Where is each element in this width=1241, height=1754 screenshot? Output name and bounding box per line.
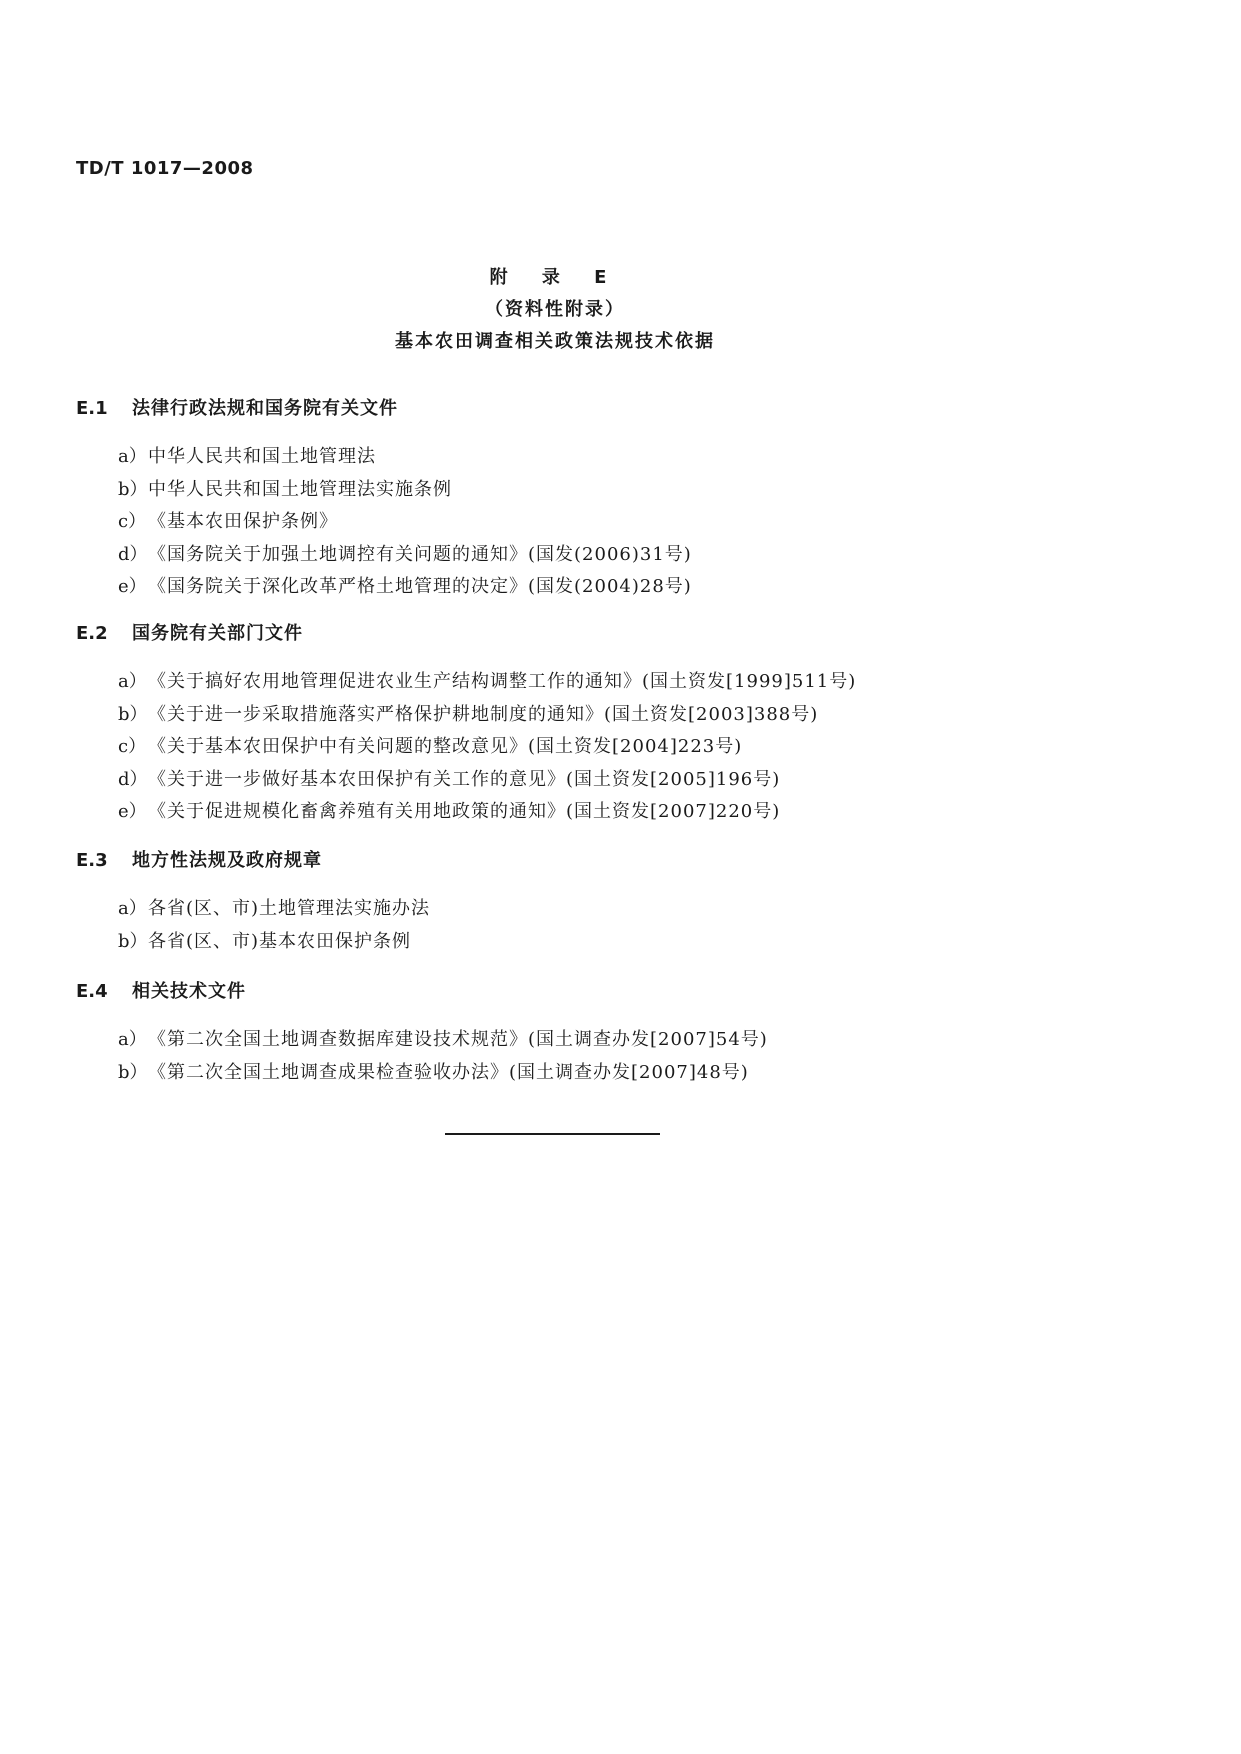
section-title: 地方性法规及政府规章: [132, 850, 322, 871]
section-heading: [76, 976, 1156, 1008]
item-text: 《基本农田保护条例》: [148, 511, 338, 532]
appendix-title-block: [0, 262, 1110, 358]
list-item: [118, 666, 1156, 699]
item-text: 《关于促进规模化畜禽养殖有关用地政策的通知》(国土资发[2007]220号): [148, 801, 781, 822]
section-e2: [76, 618, 1156, 829]
section-title: 法律行政法规和国务院有关文件: [132, 398, 398, 419]
list-item: [118, 731, 1156, 764]
section-number: E.3: [76, 850, 108, 871]
section-heading: [76, 845, 1156, 877]
section-title: 国务院有关部门文件: [132, 623, 303, 644]
section-e4: [76, 976, 1156, 1089]
appendix-title: 基本农田调查相关政策法规技术依据: [395, 331, 715, 352]
list-item: [118, 474, 1156, 507]
item-list: [76, 666, 1156, 829]
item-text: 《关于搞好农用地管理促进农业生产结构调整工作的通知》(国土资发[1999]511号): [148, 671, 857, 692]
item-marker: e）: [118, 801, 147, 822]
standard-code: TD/T 1017—2008: [76, 158, 254, 179]
end-rule: [445, 1133, 660, 1135]
list-item: [118, 893, 1156, 926]
section-heading: [76, 393, 1156, 425]
item-marker: a）: [118, 671, 147, 692]
item-list: [76, 441, 1156, 604]
list-item: [118, 571, 1156, 604]
item-text: 《第二次全国土地调查数据库建设技术规范》(国土调查办发[2007]54号): [148, 1029, 768, 1050]
list-item: [118, 1057, 1156, 1090]
list-item: [118, 796, 1156, 829]
item-text: 中华人民共和国土地管理法: [148, 446, 376, 467]
item-marker: b）: [118, 703, 148, 725]
item-marker: a）: [118, 446, 147, 467]
item-text: 《关于基本农田保护中有关问题的整改意见》(国土资发[2004]223号): [148, 736, 743, 757]
appendix-type: （资料性附录）: [485, 299, 625, 320]
item-marker: e）: [118, 576, 147, 597]
item-text: 《国务院关于深化改革严格土地管理的决定》(国发(2004)28号): [148, 576, 692, 597]
item-marker: d）: [118, 768, 148, 790]
item-list: [76, 893, 1156, 958]
item-list: [76, 1024, 1156, 1089]
item-marker: a）: [118, 898, 147, 919]
section-heading: [76, 618, 1156, 650]
section-number: E.4: [76, 981, 108, 1002]
item-marker: b）: [118, 1061, 148, 1083]
item-text: 各省(区、市)土地管理法实施办法: [148, 898, 431, 919]
item-text: 《关于进一步采取措施落实严格保护耕地制度的通知》(国土资发[2003]388号): [148, 703, 819, 725]
list-item: [118, 539, 1156, 572]
item-text: 中华人民共和国土地管理法实施条例: [148, 478, 452, 500]
item-text: 《关于进一步做好基本农田保护有关工作的意见》(国土资发[2005]196号): [148, 768, 781, 790]
item-marker: b）: [118, 930, 148, 952]
list-item: [118, 764, 1156, 797]
list-item: [118, 699, 1156, 732]
item-marker: c）: [118, 511, 147, 532]
item-text: 《国务院关于加强土地调控有关问题的通知》(国发(2006)31号): [148, 543, 692, 565]
list-item: [118, 926, 1156, 959]
list-item: [118, 506, 1156, 539]
appendix-label: 附 录 E: [489, 267, 621, 288]
section-e3: [76, 845, 1156, 958]
item-marker: a）: [118, 1029, 147, 1050]
item-text: 《第二次全国土地调查成果检查验收办法》(国土调查办发[2007]48号): [148, 1061, 749, 1083]
section-title: 相关技术文件: [132, 981, 246, 1002]
item-marker: b）: [118, 478, 148, 500]
item-text: 各省(区、市)基本农田保护条例: [148, 930, 412, 952]
section-e1: [76, 393, 1156, 604]
section-number: E.2: [76, 623, 108, 644]
list-item: [118, 441, 1156, 474]
item-marker: d）: [118, 543, 148, 565]
list-item: [118, 1024, 1156, 1057]
item-marker: c）: [118, 736, 147, 757]
section-number: E.1: [76, 398, 108, 419]
